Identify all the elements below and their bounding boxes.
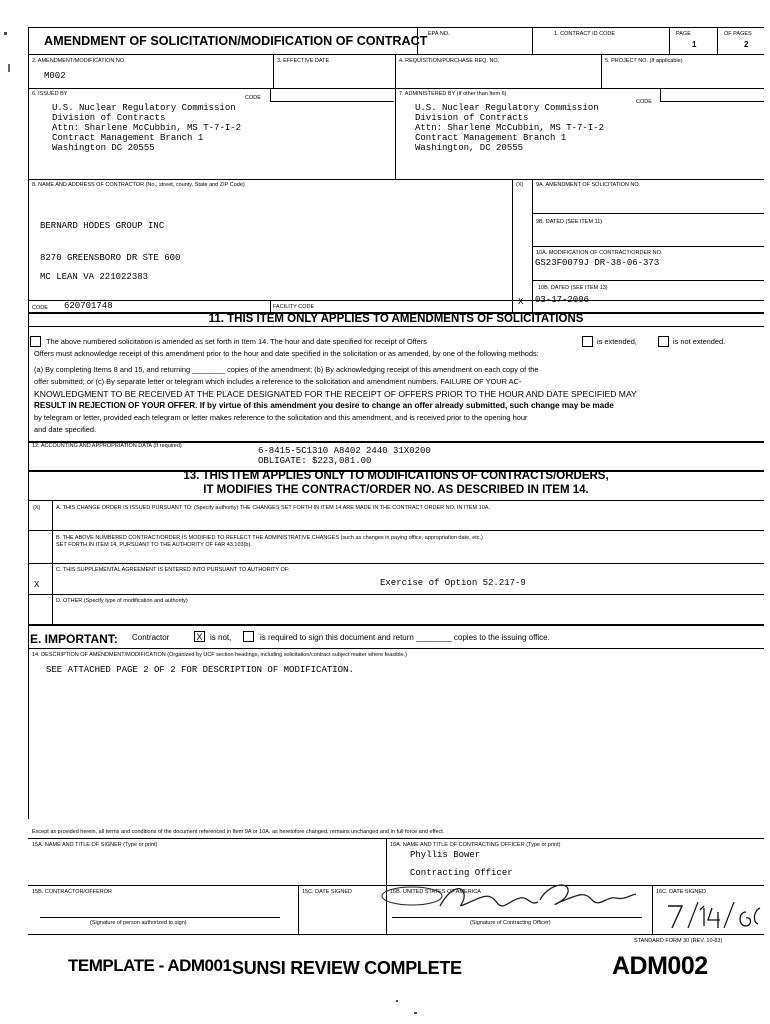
x-mark-important: X (196, 632, 203, 642)
other-d: D. OTHER (Specify type of modification and authority) (56, 598, 188, 604)
dated-9b-label: 9B. DATED (SEE ITEM 11) (536, 219, 603, 225)
issued-code-label: CODE (245, 95, 261, 101)
admin-change-b: B. THE ABOVE NUMBERED CONTRACT/ORDER IS MODIFIED TO REFLECT THE ADMINISTRATIVE CHANGES (such as changes in paying office, appropriation date, etc.) (56, 535, 483, 541)
contractor-name: BERNARD HODES GROUP INC (40, 221, 165, 231)
item-11-line: offer submitted; or (c) By separate letter or telegram which includes a reference to the solicitation and amendment numbers. FAILURE OF YOUR AC- (34, 377, 522, 386)
requisition-label: 4. REQUISITION/PURCHASE REQ. NO. (399, 58, 500, 64)
x-column-header: (X) (516, 182, 524, 188)
x-column-header: (X) (33, 505, 41, 511)
contractor-signature-caption: (Signature of person authorized to sign) (90, 920, 187, 926)
of-pages-label: OF PAGES (724, 31, 752, 37)
issued-by-label: 6. ISSUED BY (32, 91, 68, 97)
epa-no-label: EPA NO. (428, 31, 450, 37)
template-stamp: TEMPLATE - ADM001 (68, 956, 232, 975)
administered-by-line: Division of Contracts (415, 113, 529, 123)
contractor-code-label: CODE (32, 305, 48, 311)
description-text: SEE ATTACHED PAGE 2 OF 2 FOR DESCRIPTION OF MODIFICATION. (46, 665, 354, 675)
scan-mark (4, 32, 7, 35)
officer-signature-caption: (Signature of Contracting Officer) (470, 920, 551, 926)
contractor-word: Contractor (132, 633, 170, 642)
modification-contract-label: 10A. MODIFICATION OF CONTRACT/ORDER NO. (536, 250, 663, 256)
admin-change-b-cont: SET FORTH IN ITEM 14, PURSUANT TO THE AUTHORITY OF FAR 43.103(b). (56, 542, 252, 548)
is-required-label: is required to sign this document and return ________ copies to the issuing office. (260, 633, 550, 642)
item-11-line: Offers must acknowledge receipt of this amendment prior to the hour and date specified in the solicitation or as amended, by one of the following methods: (34, 349, 539, 358)
item-13-heading: 13. THIS ITEM APPLIES ONLY TO MODIFICATIONS OF CONTRACTS/ORDERS, (183, 470, 609, 482)
is-required-checkbox[interactable] (243, 631, 254, 642)
date-signed-16c-label: 16C. DATE SIGNED (656, 889, 707, 895)
item-11-line: RESULT IN REJECTION OF YOUR OFFER. If by virtue of this amendment you desire to change an offer already submitted, such change may be made (34, 401, 614, 410)
form-id: STANDARD FORM 30 (REV. 10-83) (634, 938, 723, 944)
sunsi-review-stamp: SUNSI REVIEW COMPLETE (232, 958, 462, 978)
modification-contract-value: GS23F0079J DR-38-06-373 (535, 258, 660, 268)
date-signed-15c-label: 15C. DATE SIGNED (302, 889, 353, 895)
officer-signature (380, 880, 660, 920)
project-no-label: 5. PROJECT NO. (If applicable) (605, 58, 683, 64)
issued-by-line: Attn: Sharlene McCubbin, MS T-7-I-2 (52, 123, 242, 133)
item-11-line: (a) By completing Items 8 and 15, and returning ________ copies of the amendment; (b) By acknowledging receipt of this amendment on each copy of the (34, 365, 539, 374)
amendment-no-value: M002 (44, 71, 66, 81)
page-label: PAGE (676, 31, 691, 37)
signer-name-label: 15A. NAME AND TITLE OF SIGNER (Type or print) (32, 842, 158, 848)
description-label: 14. DESCRIPTION OF AMENDMENT/MODIFICATION (Organized by UCF section headings, including solicitation/contract subject matter where feasible.) (32, 652, 407, 658)
item-11-line: The above numbered solicitation is amended as set forth in Item 14. The hour and date specified for receipt of Offers (46, 337, 427, 346)
contract-id-code-label: 1. CONTRACT ID CODE (554, 31, 616, 37)
amendment-solicitation-label: 9A. AMENDMENT OF SOLICITATION NO. (536, 182, 641, 188)
scan-mark (414, 1012, 417, 1014)
item-11-line: by telegram or letter, provided each telegram or letter makes reference to the solicitation and this amendment, and is received prior to the opening hour (34, 413, 528, 422)
contractor-street: 8270 GREENSBORO DR STE 600 (40, 253, 181, 263)
united-states-label: 16B. UNITED STATES OF AMERICA (390, 889, 481, 895)
contractor-code-value: 620701748 (64, 301, 113, 311)
scan-mark (396, 1000, 398, 1002)
change-order-a: A. THIS CHANGE ORDER IS ISSUED PURSUANT TO: (Specify authority) THE CHANGES SET FORTH IN ITEM 14 ARE MADE IN THE CONTRACT ORDER NO. IN ITEM 10A. (56, 505, 490, 511)
supplemental-agreement-c: C. THIS SUPPLEMENTAL AGREEMENT IS ENTERED INTO PURSUANT TO AUTHORITY OF: (56, 567, 290, 573)
handwritten-date-16c (664, 898, 764, 932)
except-statement: Except as provided herein, all terms and conditions of the document referenced in Item 9A or 10A, as heretofore changed, remains unchanged and in full force and effect. (32, 829, 445, 835)
extended-label: is extended, (597, 337, 637, 346)
supplemental-authority: Exercise of Option 52.217-9 (380, 578, 526, 588)
accounting-data-line: 6-8415-5C1310 A8402 2440 31X0200 (258, 446, 431, 456)
scan-mark (8, 64, 10, 72)
amendment-no-label: 2. AMENDMENT/MODIFICATION NO. (32, 58, 126, 64)
administered-by-line: U.S. Nuclear Regulatory Commission (415, 103, 599, 113)
facility-code-label: FACILITY CODE (273, 304, 315, 310)
contracting-officer-title: Contracting Officer (410, 868, 513, 878)
contractor-label: 8. NAME AND ADDRESS OF CONTRACTOR (No., street, county, State and ZIP Code) (32, 182, 245, 188)
item-11-line: KNOWLEDGMENT TO BE RECEIVED AT THE PLACE DESIGNATED FOR THE RECEIPT OF OFFERS PRIOR TO THE HOUR AND DATE SPECIFIED MAY (34, 389, 637, 399)
administered-by-label: 7. ADMINISTERED BY (If other than Item 6) (399, 91, 507, 97)
x-mark-10: X (518, 297, 524, 307)
effective-date-label: 3. EFFECTIVE DATE (277, 58, 330, 64)
issued-by-line: Division of Contracts (52, 113, 166, 123)
is-not-checkbox[interactable] (194, 631, 205, 642)
accounting-data-label: 12. ACCOUNTING AND APPROPRIATION DATA (If required) (32, 443, 182, 449)
administered-by-line: Contract Management Branch 1 (415, 133, 567, 143)
solicitation-amended-checkbox[interactable] (30, 336, 41, 347)
issued-by-line: U.S. Nuclear Regulatory Commission (52, 103, 236, 113)
not-extended-checkbox[interactable] (658, 336, 669, 347)
contractor-city: MC LEAN VA 221022383 (40, 272, 149, 282)
item-11-heading: 11. THIS ITEM ONLY APPLIES TO AMENDMENTS OF SOLICITATIONS (208, 313, 584, 325)
administered-by-line: Washington, DC 20555 (415, 143, 524, 153)
not-extended-label: is not extended. (673, 337, 726, 346)
of-pages-value: 2 (744, 40, 749, 49)
contractor-offeror-label: 15B. CONTRACTOR/OFFEROR (32, 889, 112, 895)
x-mark-c: X (34, 580, 40, 590)
form-title: AMENDMENT OF SOLICITATION/MODIFICATION OF CONTRACT (44, 34, 428, 48)
dated-10b-label: 10B. DATED (SEE ITEM 13) (538, 285, 608, 291)
important-label: E. IMPORTANT: (30, 632, 118, 646)
is-not-label: is not, (210, 633, 232, 642)
admin-code-label: CODE (636, 99, 652, 105)
item-11-line: and date specified. (34, 425, 97, 434)
administered-by-line: Attn: Sharlene McCubbin, MS T-7-I-2 (415, 123, 605, 133)
issued-by-line: Washington DC 20555 (52, 143, 155, 153)
issued-by-line: Contract Management Branch 1 (52, 133, 204, 143)
page-value: 1 (692, 40, 697, 49)
contracting-officer-label: 16A. NAME AND TITLE OF CONTRACTING OFFICER (Type or print) (390, 842, 561, 848)
dated-10b-value: 03-17-2006 (535, 295, 590, 305)
obligate-amount: OBLIGATE: $223,081.00 (258, 456, 372, 466)
item-13-subheading: IT MODIFIES THE CONTRACT/ORDER NO. AS DESCRIBED IN ITEM 14. (203, 484, 589, 496)
extended-checkbox[interactable] (582, 336, 593, 347)
adm-stamp: ADM002 (612, 952, 708, 980)
contracting-officer-name: Phyllis Bower (410, 850, 481, 860)
